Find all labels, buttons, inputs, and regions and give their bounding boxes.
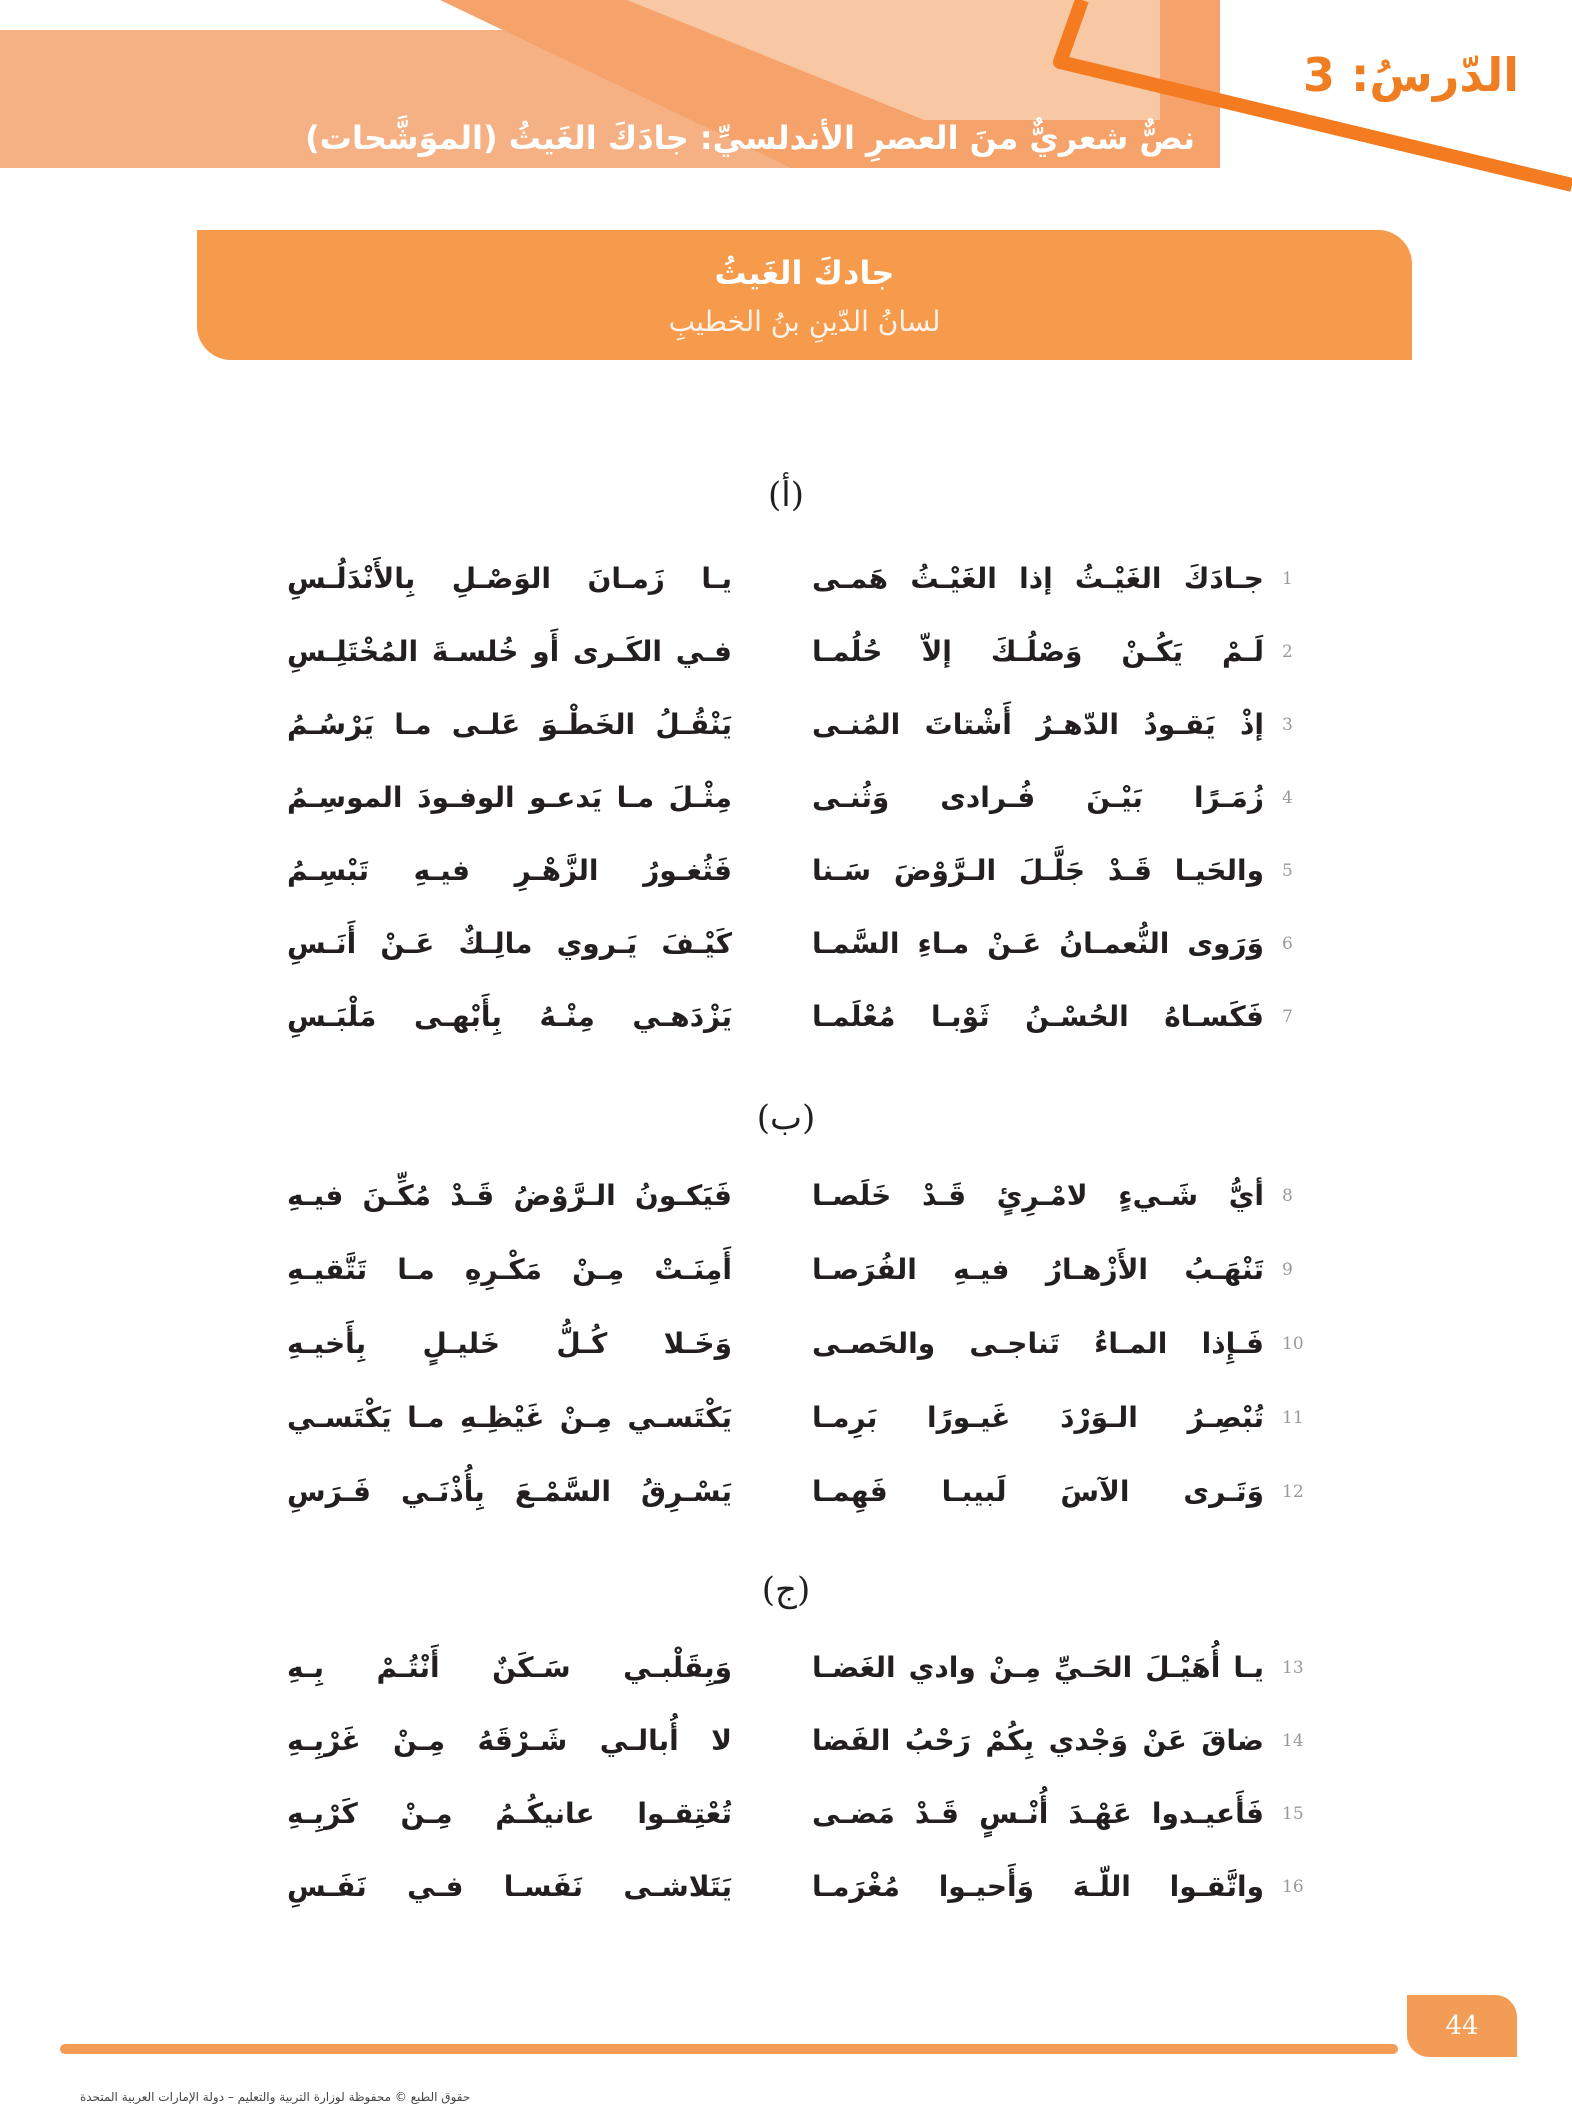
verse-first-hemistich: لَـمْ يَكُـنْ وَصْلُـكَ إلاّ حُلُمـا xyxy=(812,635,1264,668)
verse-number: 13 xyxy=(1282,1658,1304,1678)
verse-number: 11 xyxy=(1282,1408,1304,1428)
verse-first-hemistich: والحَيـا قَـدْ جَلَّـلَ الـرَّوْضَ سَـنا xyxy=(812,854,1264,887)
verse-first-hemistich: زُمَـرًا بَيْـنَ فُـرادى وَثُنـى xyxy=(812,781,1264,814)
verse-row xyxy=(0,916,1572,972)
verse-number: 9 xyxy=(1282,1260,1293,1280)
verse-first-hemistich: تَنْهَـبُ الأَزْهـارُ فيـهِ الفُرَصـا xyxy=(812,1253,1264,1286)
verse-row xyxy=(0,989,1572,1045)
verse-second-hemistich: يَنْقُـلُ الخَطْـوَ عَلـى مـا يَرْسُـمُ xyxy=(287,708,732,741)
verse-second-hemistich: يَسْـرِقُ السَّمْـعَ بِأُذْنَـي فَـرَسِ xyxy=(287,1475,732,1508)
verse-second-hemistich: أَمِنَـتْ مِـنْ مَكْـرِهِ مـا تَتَّقيـهِ xyxy=(287,1253,732,1286)
verse-second-hemistich: كَيْـفَ يَـروي مالِـكٌ عَـنْ أَنَـسِ xyxy=(287,927,732,960)
verse-second-hemistich: تُعْتِقـوا عانيكُـمُ مِـنْ كَرْبِـهِ xyxy=(287,1797,732,1830)
verse-first-hemistich: جـادَكَ الغَيْـثُ إذا الغَيْـثُ هَمـى xyxy=(812,562,1264,595)
page-number: 44 xyxy=(1445,2011,1479,2041)
verse-number: 8 xyxy=(1282,1186,1293,1206)
verse-first-hemistich: وَتَـرى الآسَ لَبيبـا فَهِمـا xyxy=(812,1475,1264,1508)
lesson-subtitle: نصٌّ شعريٌّ منَ العصرِ الأندلسيِّ: جادَكَ الغَيثُ (الموَشَّحات) xyxy=(305,119,1195,157)
verse-row xyxy=(0,624,1572,680)
verse-number: 5 xyxy=(1282,861,1293,881)
verse-row xyxy=(0,1242,1572,1298)
verse-row xyxy=(0,1713,1572,1769)
verse-row xyxy=(0,1859,1572,1915)
poem-title: جادكَ الغَيثُ xyxy=(714,254,895,292)
verse-second-hemistich: لا أُبالـي شَـرْقَهُ مِـنْ غَرْبِـهِ xyxy=(287,1724,732,1757)
verse-second-hemistich: يَزْدَهـي مِنْـهُ بِأَبْهـى مَلْبَـسِ xyxy=(287,1000,732,1033)
verse-row xyxy=(0,551,1572,607)
verse-first-hemistich: واتَّقـوا اللّـهَ وَأَحيـوا مُغْرَمـا xyxy=(812,1870,1264,1903)
lesson-title: الدّرسُ: 3 xyxy=(1303,48,1519,102)
verse-first-hemistich: إذْ يَقـودُ الدّهـرُ أَشْتاتَ المُنـى xyxy=(812,708,1264,741)
verse-second-hemistich: مِثْـلَ مـا يَدعـو الوفـودَ الموسِـمُ xyxy=(287,781,732,814)
verse-row xyxy=(0,1390,1572,1446)
verse-number: 6 xyxy=(1282,934,1293,954)
poem-author: لسانُ الدّينِ بنُ الخطيبِ xyxy=(668,305,941,338)
verse-row xyxy=(0,697,1572,753)
verse-row xyxy=(0,1786,1572,1842)
verse-first-hemistich: ضاقَ عَنْ وَجْدي بِكُمْ رَحْبُ الفَضا xyxy=(812,1724,1264,1757)
verse-first-hemistich: وَرَوى النُّعمـانُ عَـنْ مـاءِ السَّمـا xyxy=(812,927,1264,960)
verse-number: 1 xyxy=(1282,569,1293,589)
section-label-c: (ج) xyxy=(761,1570,811,1610)
verse-number: 3 xyxy=(1282,715,1293,735)
verse-number: 15 xyxy=(1282,1804,1304,1824)
verse-first-hemistich: أيُّ شَـيءٍ لامْـرِئٍ قَـدْ خَلَصـا xyxy=(812,1179,1264,1212)
verse-second-hemistich: يَكْتَسـي مِـنْ غَيْظِـهِ مـا يَكْتَسـي xyxy=(287,1401,732,1434)
verse-number: 10 xyxy=(1282,1334,1304,1354)
verse-number: 7 xyxy=(1282,1007,1293,1027)
verse-row xyxy=(0,1168,1572,1224)
verse-number: 16 xyxy=(1282,1877,1304,1897)
verse-number: 2 xyxy=(1282,642,1293,662)
verse-second-hemistich: وَخَـلا كُـلُّ خَليـلٍ بِأَخيـهِ xyxy=(287,1327,732,1360)
verse-first-hemistich: فَـإِذا المـاءُ تَناجـى والحَصـى xyxy=(812,1327,1264,1360)
verse-second-hemistich: فـي الكَـرى أَو خُلسـةَ المُخْتَلِـسِ xyxy=(287,635,732,668)
verse-second-hemistich: يَتَلاشـى نَفَسـا فـي نَفَـسِ xyxy=(287,1870,732,1903)
verse-second-hemistich: يـا زَمـانَ الوَصْـلِ بِالأَنْدَلُـسِ xyxy=(287,562,732,595)
verse-second-hemistich: فَيَكـونُ الـرَّوْضُ قَـدْ مُكِّـنَ فيـهِ xyxy=(287,1179,732,1212)
footer-rule xyxy=(60,2044,1398,2054)
verse-row xyxy=(0,1316,1572,1372)
verse-row xyxy=(0,770,1572,826)
verse-second-hemistich: وَبِقَلْبـي سَـكَنٌ أَنْتُـمْ بِـهِ xyxy=(287,1651,732,1684)
verse-number: 12 xyxy=(1282,1482,1304,1502)
verse-first-hemistich: فَأَعيـدوا عَهْـدَ أُنْـسٍ قَـدْ مَضـى xyxy=(812,1797,1264,1830)
verse-first-hemistich: تُبْصِـرُ الـوَرْدَ غَيـورًا بَرِمـا xyxy=(812,1401,1264,1434)
verse-row xyxy=(0,1464,1572,1520)
section-label-a: (أ) xyxy=(768,475,804,515)
verse-second-hemistich: فَثُغـورُ الزَّهْـرِ فيـهِ تَبْسِـمُ xyxy=(287,854,732,887)
verse-first-hemistich: يـا أُهَيْـلَ الحَـيِّ مِـنْ وادي الغَضـا xyxy=(812,1651,1264,1684)
verse-number: 14 xyxy=(1282,1731,1304,1751)
verse-number: 4 xyxy=(1282,788,1293,808)
verse-row xyxy=(0,843,1572,899)
copyright-notice: حقوق الطبع © محفوظة لوزارة التربية والتعليم – دولة الإمارات العربية المتحدة xyxy=(80,2090,471,2104)
verse-row xyxy=(0,1640,1572,1696)
section-label-b: (ب) xyxy=(756,1098,816,1138)
verse-first-hemistich: فَكَسـاهُ الحُسْـنُ ثَوْبـا مُعْلَمـا xyxy=(812,1000,1264,1033)
